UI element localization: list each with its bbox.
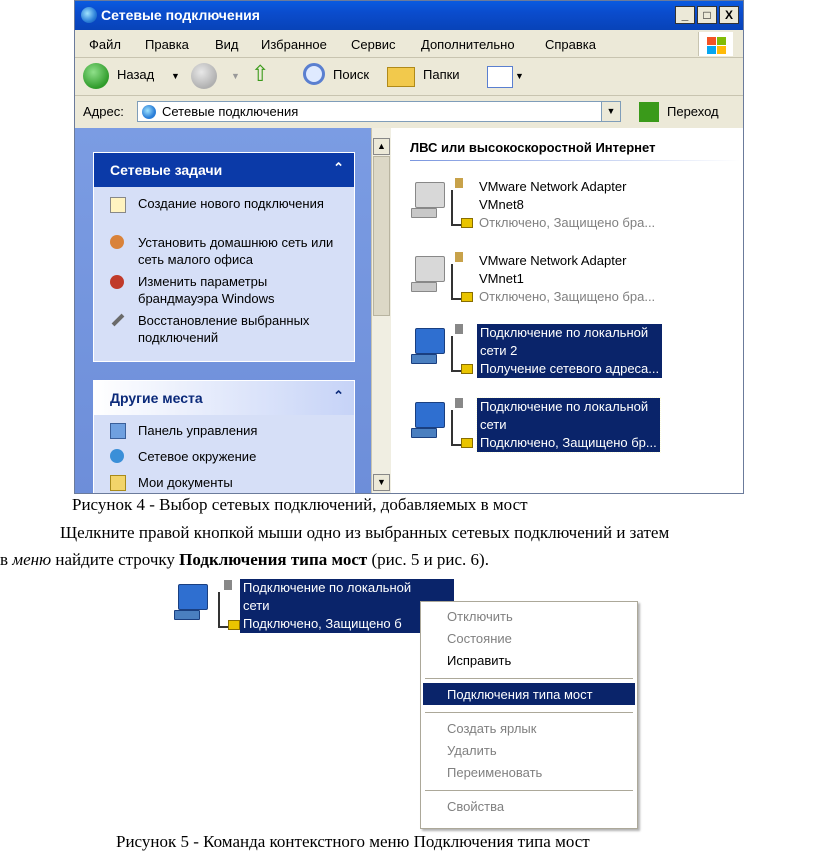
context-menu [420,601,638,829]
control-panel-icon [110,423,126,439]
menu-item-properties[interactable]: Свойства [447,799,505,814]
network-connections-icon [81,7,97,23]
connection-status: Подключено, Защищено б [243,616,402,631]
menu-file[interactable]: Файл [89,37,121,52]
address-bar [75,96,743,127]
context-connection-item[interactable] [174,578,454,638]
address-value: Сетевые подключения [162,104,299,119]
menu-item-rename[interactable]: Переименовать [447,765,543,780]
connection-name: Подключение по локальной [480,325,649,340]
back-button[interactable]: Назад [117,67,155,82]
menu-separator [425,712,633,713]
bridge-command-bold: Подключения типа мост [179,550,368,569]
plug-icon [461,364,473,374]
scroll-down-icon[interactable]: ▼ [373,474,390,491]
new-connection-icon [110,197,126,213]
connection-name-2: VMnet1 [479,271,524,286]
computer-icon [411,328,449,362]
menu-separator [425,678,633,679]
menu-help[interactable]: Справка [545,37,596,52]
connection-item-selected[interactable] [411,398,741,462]
computer-icon [411,402,449,436]
lock-icon [455,252,463,262]
connection-name: Подключение по локальной [243,580,412,595]
menu-item-disable[interactable]: Отключить [447,609,513,624]
menu-item-delete[interactable]: Удалить [447,743,497,758]
network-tasks-header[interactable]: Сетевые задачи ⌃ [94,153,354,187]
connection-name: VMware Network Adapter [479,179,627,194]
connection-name-2: сети [480,417,507,432]
other-places-panel [93,380,355,494]
connection-name: VMware Network Adapter [479,253,627,268]
toolbar [75,57,743,96]
views-dropdown-icon[interactable]: ▼ [515,71,524,81]
other-places-header[interactable]: Другие места ⌃ [94,381,354,415]
collapse-icon[interactable]: ⌃ [333,388,344,403]
connection-name-2: сети [243,598,270,613]
computer-icon [174,584,212,618]
window-title: Сетевые подключения [101,7,260,23]
task-repair[interactable]: Восстановление выбранных подключений [138,313,310,345]
menu-edit[interactable]: Правка [145,37,189,52]
firewall-icon [110,275,124,289]
collapse-icon[interactable]: ⌃ [333,160,344,175]
address-dropdown-icon[interactable]: ▼ [601,102,620,121]
menu-favorites[interactable]: Избранное [261,37,327,52]
search-button[interactable]: Поиск [333,67,370,82]
network-tasks-panel [93,152,355,362]
lock-icon [455,178,463,188]
plug-icon [461,218,473,228]
task-new-connection[interactable]: Создание нового подключения [138,196,324,211]
connection-status: Отключено, Защищено бра... [479,289,656,304]
lock-icon [455,324,463,334]
go-arrow-icon[interactable] [639,102,659,122]
folders-button[interactable]: Папки [423,67,460,82]
connection-name-2: VMnet8 [479,197,524,212]
menu-item-shortcut[interactable]: Создать ярлык [447,721,537,736]
connection-name-2: сети 2 [480,343,518,358]
plug-icon [461,292,473,302]
task-home-network[interactable]: Установить домашнюю сеть или сеть малого офиса [138,235,334,267]
up-folder-icon[interactable]: ⇧ [251,61,270,86]
menu-item-repair[interactable]: Исправить [447,653,512,668]
plug-icon [461,438,473,448]
vertical-scrollbar[interactable] [371,128,392,494]
place-documents[interactable]: Мои документы [138,475,233,490]
folders-icon[interactable] [387,67,415,87]
menu-advanced[interactable]: Дополнительно [421,37,515,52]
connection-item[interactable] [411,252,741,316]
search-icon[interactable] [303,63,325,85]
menu-separator [425,790,633,791]
home-network-icon [110,235,124,249]
close-button[interactable]: X [719,6,739,24]
menu-bar [75,30,743,58]
my-documents-icon [110,475,126,491]
minimize-button[interactable]: _ [675,6,695,24]
plug-icon [228,620,240,630]
forward-dropdown-icon[interactable]: ▼ [231,71,240,81]
menu-tools[interactable]: Сервис [351,37,396,52]
repair-icon [112,314,125,327]
computer-icon [411,256,449,290]
group-title: ЛВС или высокоскоростной Интернет [410,140,656,155]
network-places-icon [110,449,124,463]
windows-logo-icon [698,32,733,56]
lock-icon [224,580,232,590]
connection-status: Подключено, Защищено бр... [480,435,657,450]
lock-icon [455,398,463,408]
menu-item-bridge[interactable]: Подключения типа мост [447,687,593,702]
paragraph-line-1: Щелкните правой кнопкой мыши одно из выбранных сетевых подключений и затем [60,523,670,542]
title-bar [75,1,743,30]
task-firewall[interactable]: Изменить параметры брандмауэра Windows [138,274,275,306]
paragraph-line-2: в меню найдите строчку Подключения типа мост (рис. 5 и рис. 6). [0,550,489,569]
figure-caption-4: Рисунок 4 - Выбор сетевых подключений, добавляемых в мост [72,495,528,514]
place-control-panel[interactable]: Панель управления [138,423,258,438]
views-icon[interactable] [487,66,513,88]
go-button[interactable]: Переход [667,104,719,119]
connection-status: Отключено, Защищено бра... [479,215,656,230]
back-dropdown-icon[interactable]: ▼ [171,71,180,81]
menu-word: меню [12,550,52,569]
maximize-button[interactable]: □ [697,6,717,24]
back-arrow-icon[interactable] [83,63,109,89]
connection-status: Получение сетевого адреса... [480,361,660,376]
place-network[interactable]: Сетевое окружение [138,449,257,464]
connections-pane [391,128,744,494]
explorer-window [74,0,744,494]
menu-view[interactable]: Вид [215,37,239,52]
connection-name: Подключение по локальной [480,399,649,414]
menu-item-status[interactable]: Состояние [447,631,512,646]
scroll-up-icon[interactable]: ▲ [373,138,390,155]
figure-caption-5: Рисунок 5 - Команда контекстного меню Подключения типа мост [116,832,590,851]
scroll-thumb[interactable] [373,156,390,316]
forward-arrow-icon[interactable] [191,63,217,89]
address-label: Адрес: [83,104,124,119]
group-divider [410,160,740,161]
connection-item-selected[interactable] [411,324,741,388]
task-pane [75,128,371,494]
connection-item[interactable] [411,178,741,242]
computer-icon [411,182,449,216]
network-icon [142,105,156,119]
address-input[interactable] [137,101,621,122]
